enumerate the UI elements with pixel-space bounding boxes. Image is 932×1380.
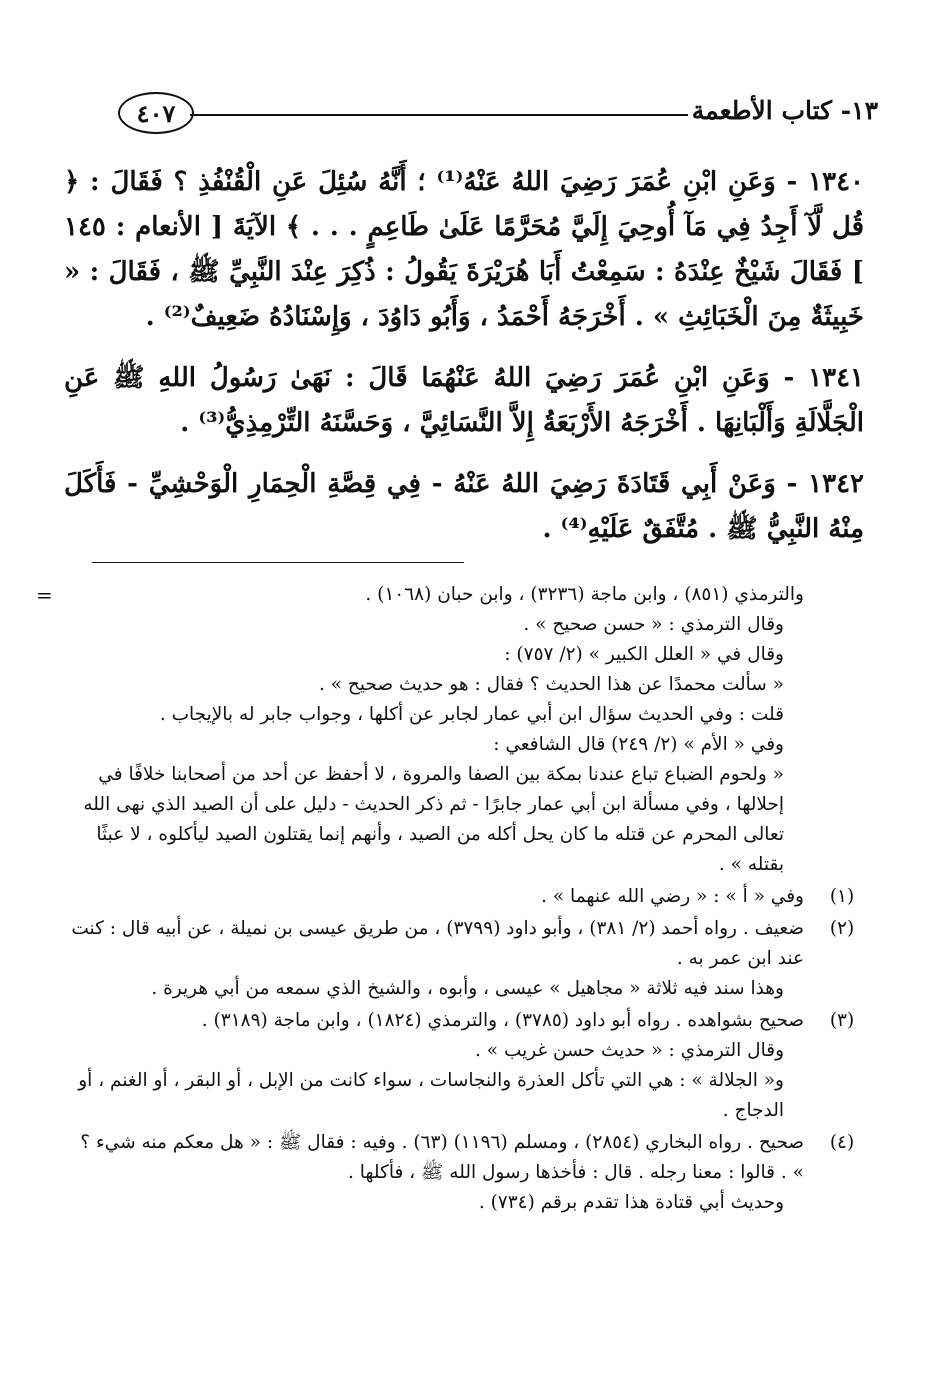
hadith-number: ١٣٤٠ - xyxy=(786,167,864,197)
footnote-4 xyxy=(64,1128,864,1218)
footnote-line: وفي « الأم » (٢/ ٢٤٩) قال الشافعي : xyxy=(493,734,784,755)
main-text xyxy=(64,160,864,568)
footnote-separator xyxy=(92,562,464,563)
chapter-title: ١٣- كتاب الأطعمة xyxy=(691,96,878,125)
footnote-3 xyxy=(64,1006,864,1126)
page-number: ٤٠٧ xyxy=(136,98,176,128)
page-number-badge xyxy=(118,92,194,134)
hadith-number: ١٣٤٢ - xyxy=(786,469,864,499)
header-rule xyxy=(190,114,688,116)
footnote-line: وفي « أ » : « رضي الله عنهما » . xyxy=(541,886,804,907)
footnote-line: وقال الترمذي : « حسن صحيح » . xyxy=(523,614,784,635)
footnote-line: وهذا سند فيه ثلاثة « مجاهيل » عيسى ، وأبوه ، والشيخ الذي سمعه من أبي هريرة . xyxy=(151,978,784,999)
footnote-number: (٣) xyxy=(829,1010,855,1031)
footnote-line: « سألت محمدًا عن هذا الحديث ؟ فقال : هو حديث صحيح » . xyxy=(318,674,784,695)
footnotes xyxy=(36,580,864,1218)
continuation-mark: = xyxy=(36,583,53,607)
footnote-line: ضعيف . رواه أحمد (٢/ ٣٨١) ، وأبو داود (٣٧٩٩) ، من طريق عيسى بن نميلة ، عن أبيه قال : كنت عند ابن عمر به . xyxy=(71,918,804,969)
footnote-line: والترمذي (٨٥١) ، وابن ماجة (٣٢٣٦) ، وابن حبان (١٠٦٨) . xyxy=(365,584,804,605)
footnote-line: وقال في « العلل الكبير » (٢/ ٧٥٧) : xyxy=(504,644,784,665)
footnote-number: (٢) xyxy=(829,918,855,939)
footnote-2 xyxy=(64,914,864,1004)
footnote-line: « ولحوم الضباع تباع عندنا بمكة بين الصفا والمروة ، لا أحفظ عن أحد من أصحابنا خلافًا في إحلالها ، وفي مسألة ابن أبي عمار جابرًا - ثم ذكر الحديث - دليل على أن الصيد الذي نهى الله تعالى المحرم عن قتله ما كان يحل أكله من الصيد ، وأنهم إنما يقتلون الصيد ليأكلوه ، لا عبثًا بقتله » . xyxy=(83,764,784,875)
hadith-text: وَعَنِ ابْنِ عُمَرَ رَضِيَ اللهُ عَنْهُ⁽¹⁾ ؛ أَنَّهُ سُئِلَ عَنِ الْقُنْفُذِ ؟ فَقَالَ : ﴿ قُل لَّآ أَجِدُ فِي مَآ أُوحِيَ إِلَيَّ مُحَرَّمًا عَلَىٰ طَاعِمٍ . . . ﴾ الآيَةَ [ الأنعام : ١٤٥ ] فَقَالَ شَيْخٌ عِنْدَهُ : سَمِعْتُ أَبَا هُرَيْرَةَ يَقُولُ : ذُكِرَ عِنْدَ النَّبِيِّ ﷺ ، فَقَالَ : « خَبِيثَةٌ مِنَ الْخَبَائِثِ » . أَخْرَجَهُ أَحْمَدُ ، وَأَبُو دَاوُدَ ، وَإِسْنَادُهُ ضَعِيفٌ⁽²⁾ . xyxy=(64,167,864,332)
footnote-number: (١) xyxy=(829,886,855,907)
footnote-1 xyxy=(64,882,864,912)
footnote-line: وحديث أبي قتادة هذا تقدم برقم (٧٣٤) . xyxy=(478,1192,784,1213)
footnote-line: صحيح . رواه البخاري (٢٨٥٤) ، ومسلم (١١٩٦) (٦٣) . وفيه : فقال ﷺ : « هل معكم منه شيء ؟ » . قالوا : معنا رجله . قال : فأخذها رسول الله ﷺ ، فأكلها . xyxy=(80,1132,804,1183)
page-header xyxy=(118,92,878,142)
hadith-text: وَعَنْ أَبِي قَتَادَةَ رَضِيَ اللهُ عَنْهُ - فِي قِصَّةِ الْحِمَارِ الْوَحْشِيِّ - فَأَكَلَ مِنْهُ النَّبِيُّ ﷺ . مُتَّفَقٌ عَلَيْهِ⁽⁴⁾ . xyxy=(64,469,864,544)
hadith-1340 xyxy=(64,160,864,340)
hadith-number: ١٣٤١ - xyxy=(783,363,865,393)
hadith-text: وَعَنِ ابْنِ عُمَرَ رَضِيَ اللهُ عَنْهُمَا قَالَ : نَهَىٰ رَسُولُ اللهِ ﷺ عَنِ الْجَلَّالَةِ وَأَلْبَانِهَا . أَخْرَجَهُ الأَرْبَعَةُ إِلاَّ النَّسَائِيَّ ، وَحَسَّنَهُ التِّرْمِذِيُّ⁽³⁾ . xyxy=(64,363,864,438)
footnote-line: قلت : وفي الحديث سؤال ابن أبي عمار لجابر عن أكلها ، وجواب جابر له بالإيجاب . xyxy=(159,704,784,725)
hadith-1341 xyxy=(64,356,864,446)
footnote-line: صحيح بشواهده . رواه أبو داود (٣٧٨٥) ، والترمذي (١٨٢٤) ، وابن ماجة (٣١٨٩) . xyxy=(201,1010,804,1031)
footnote-number: (٤) xyxy=(829,1132,855,1153)
footnote-line: وقال الترمذي : « حديث حسن غريب » . xyxy=(475,1040,784,1061)
hadith-1342 xyxy=(64,462,864,552)
footnote-line: و« الجلالة » : هي التي تأكل العذرة والنجاسات ، سواء كانت من الإبل ، أو البقر ، أو الغنم ، أو الدجاج . xyxy=(78,1070,784,1121)
footnote-continuation xyxy=(36,580,864,880)
